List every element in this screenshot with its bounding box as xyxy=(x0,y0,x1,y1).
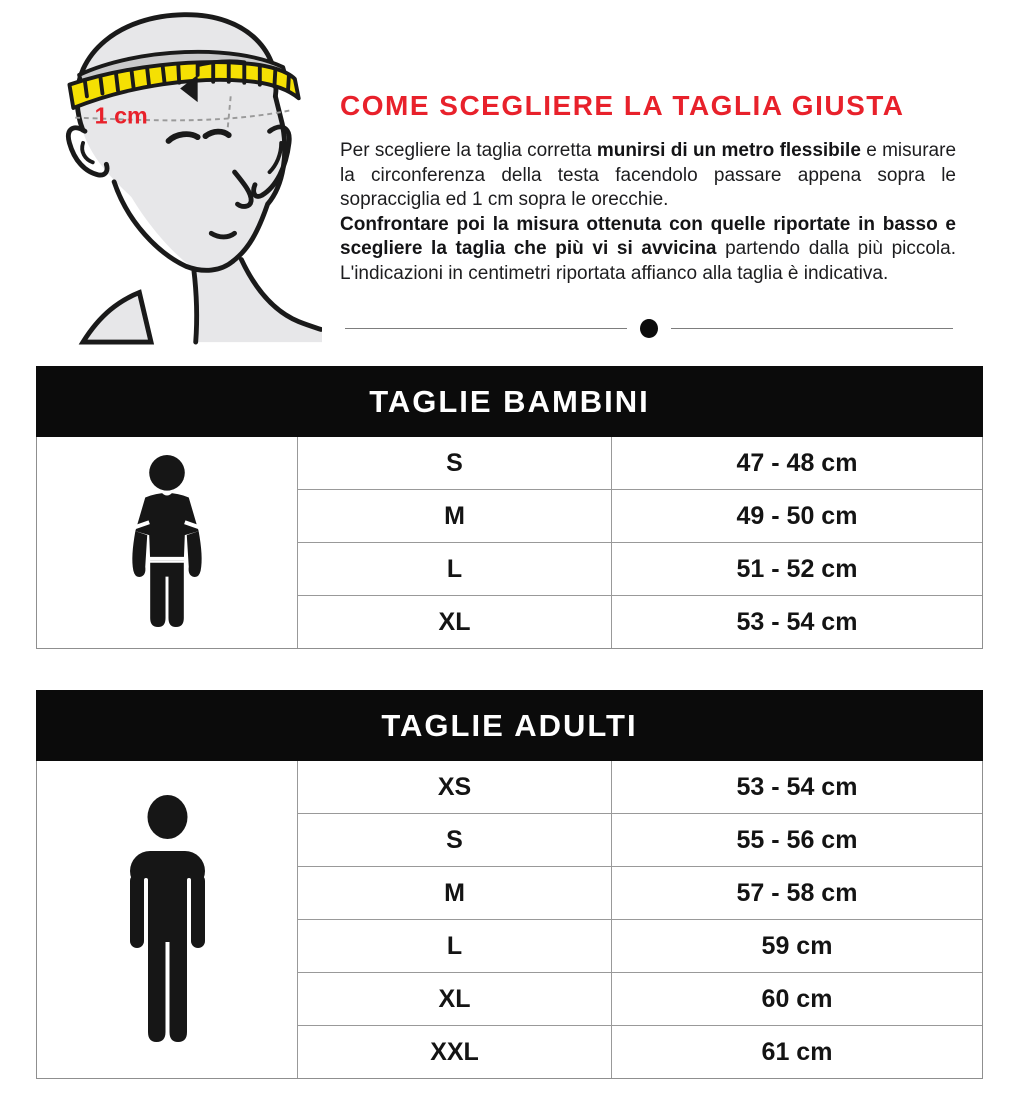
tape-distance-label: 1 cm xyxy=(94,102,148,129)
size-cell: M xyxy=(298,489,612,542)
table-header-bambini xyxy=(36,366,983,437)
size-table-adulti xyxy=(36,690,983,1079)
size-cell: XXL xyxy=(298,1025,612,1078)
size-table-bambini xyxy=(36,366,983,649)
measure-cell: 59 cm xyxy=(612,919,982,972)
measure-cell: 61 cm xyxy=(612,1025,982,1078)
table-title: TAGLIE BAMBINI xyxy=(369,383,650,419)
size-cell: S xyxy=(298,437,612,489)
divider-line-right xyxy=(671,328,953,329)
table-header-adulti xyxy=(36,690,983,761)
measure-cell: 53 - 54 cm xyxy=(612,595,982,648)
size-cell: XL xyxy=(298,595,612,648)
measure-cell: 49 - 50 cm xyxy=(612,489,982,542)
section-divider xyxy=(345,318,953,338)
size-cell: XL xyxy=(298,972,612,1025)
intro-section xyxy=(340,90,956,286)
head-measurement-illustration xyxy=(50,2,322,347)
adult-silhouette-icon xyxy=(120,794,215,1046)
intro-text-bold: Confrontare poi la misura ottenuta con quelle riportate in basso e scegliere la taglia che più vi si avvicina xyxy=(340,213,956,259)
child-silhouette-icon xyxy=(127,454,207,632)
intro-text: partendo dalla più piccola. L'indicazioni in centimetri riportata affianco alla taglia è indicativa. xyxy=(340,238,956,284)
intro-paragraph-1 xyxy=(340,139,956,213)
divider-line-left xyxy=(345,328,627,329)
measure-cell: 47 - 48 cm xyxy=(736,448,858,477)
measure-cell: 51 - 52 cm xyxy=(612,542,982,595)
icon-cell xyxy=(37,761,298,1078)
intro-text-bold: munirsi di un metro flessibile xyxy=(596,140,861,161)
size-cell: M xyxy=(298,866,612,919)
intro-text: e misurare la circonferenza della testa facendolo passare appena sopra le sopracciglia ed 1 cm sopra le orecchie. xyxy=(340,140,957,210)
page-title: COME SCEGLIERE LA TAGLIA GIUSTA xyxy=(340,90,905,121)
table-title: TAGLIE ADULTI xyxy=(381,707,638,743)
size-cell: L xyxy=(298,919,612,972)
size-cell: L xyxy=(298,542,612,595)
measure-cell: 57 - 58 cm xyxy=(612,866,982,919)
measure-cell: 55 - 56 cm xyxy=(612,813,982,866)
intro-paragraph-2 xyxy=(340,213,956,287)
icon-cell xyxy=(37,437,298,648)
intro-text: Per scegliere la taglia corretta xyxy=(340,140,597,161)
size-cell: XS xyxy=(298,761,612,813)
size-cell: S xyxy=(298,813,612,866)
divider-dot xyxy=(640,319,658,338)
measure-cell: 53 - 54 cm xyxy=(736,772,858,801)
measure-cell: 60 cm xyxy=(612,972,982,1025)
